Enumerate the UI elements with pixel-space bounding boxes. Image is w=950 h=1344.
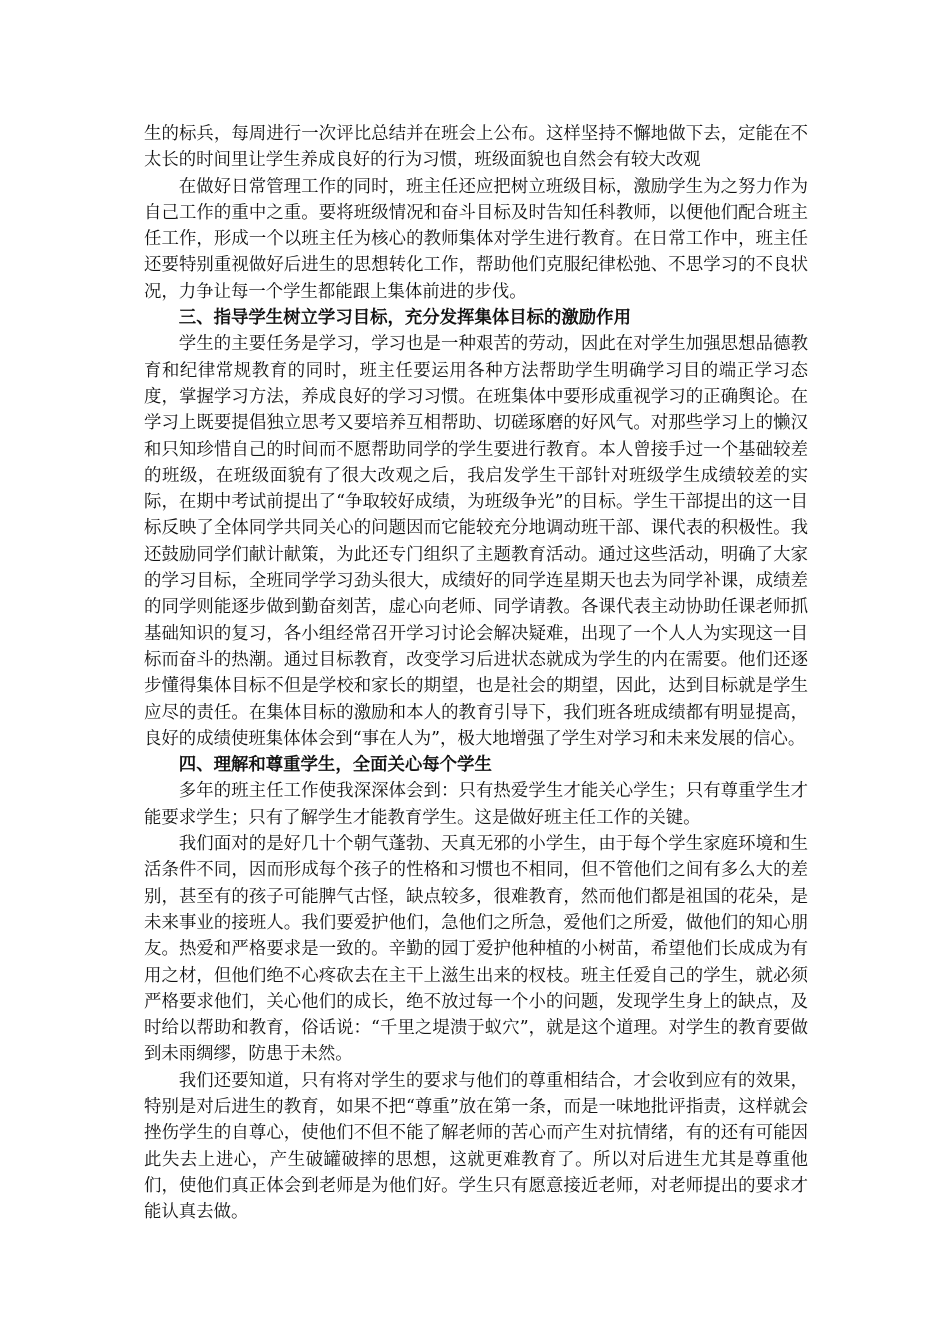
document-page [144,121,808,1225]
paragraph-1: 生的标兵，每周进行一次评比总结并在班会上公布。这样坚持不懈地做下去，定能在不太长的时间里让学生养成良好的行为习惯，班级面貌也自然会有较大改观 [144,124,808,171]
paragraph-6: 我们还要知道，只有将对学生的要求与他们的尊重相结合，才会收到应有的效果，特别是对后进生的教育，如果不把“尊重”放在第一条，而是一味地批评指责，这样就会挫伤学生的自尊心，使他们不但不能了解老师的苦心而产生对抗情绪，有的还有可能因此失去上进心，产生破罐破摔的思想，这就更难教育了。所以对后进生尤其是尊重他们，使他们真正体会到老师是为他们好。学生只有愿意接近老师，对老师提出的要求才能认真去做。 [144,1070,808,1223]
section-heading-4: 四、理解和尊重学生，全面关心每个学生 [178,755,492,776]
paragraph-3: 学生的主要任务是学习，学习也是一种艰苦的劳动，因此在对学生加强思想品德教育和纪律常规教育的同时，班主任要运用各种方法帮助学生明确学习目的端正学习态度，掌握学习方法，养成良好的学习习惯。在班集体中要形成重视学习的正确舆论。在学习上既要提倡独立思考又要培养互相帮助、切磋琢磨的好风气。对那些学习上的懒汉和只知珍惜自己的时间而不愿帮助同学的学生要进行教育。本人曾接手过一个基础较差的班级，在班级面貌有了很大改观之后，我启发学生干部针对班级学生成绩较差的实际，在期中考试前提出了“争取较好成绩，为班级争光”的目标。学生干部提出的这一目标反映了全体同学共同关心的问题因而它能较充分地调动班干部、课代表的积极性。我还鼓励同学们献计献策，为此还专门组织了主题教育活动。通过这些活动，明确了大家的学习目标，全班同学学习劲头很大，成绩好的同学连星期天也去为同学补课，成绩差的同学则能逐步做到勤奋刻苦，虚心向老师、同学请教。各课代表主动协助任课老师抓基础知识的复习，各小组经常召开学习讨论会解决疑难，出现了一个人人为实现这一目标而奋斗的热潮。通过目标教育，改变学习后进状态就成为学生的内在需要。他们还逐步懂得集体目标不但是学校和家长的期望，也是社会的期望，因此，达到目标就是学生应尽的责任。在集体目标的激励和本人的教育引导下，我们班各班成绩都有明显提高，良好的成绩使班集体体会到“事在人为”，极大地增强了学生对学习和未来发展的信心。 [144,334,808,749]
paragraph-4: 多年的班主任工作使我深深体会到：只有热爱学生才能关心学生；只有尊重学生才能要求学生；只有了解学生才能教育学生。这是做好班主任工作的关键。 [144,781,808,828]
paragraph-2: 在做好日常管理工作的同时，班主任还应把树立班级目标，激励学生为之努力作为自己工作的重中之重。要将班级情况和奋斗目标及时告知任科教师，以便他们配合班主任工作，形成一个以班主任为核心的教师集体对学生进行教育。在日常工作中，班主任还要特别重视做好后进生的思想转化工作，帮助他们克服纪律松弛、不思学习的不良状况，力争让每一个学生都能跟上集体前进的步伐。 [144,176,808,302]
paragraph-5: 我们面对的是好几十个朝气蓬勃、天真无邪的小学生，由于每个学生家庭环境和生活条件不同，因而形成每个孩子的性格和习惯也不相同，但不管他们之间有多么大的差别，甚至有的孩子可能脾气古怪，缺点较多，很难教育，然而他们都是祖国的花朵，是未来事业的接班人。我们要爱护他们，急他们之所急，爱他们之所爱，做他们的知心朋友。热爱和严格要求是一致的。辛勤的园丁爱护他种植的小树苗，希望他们长成成为有用之材，但他们绝不心疼砍去在主干上滋生出来的杈枝。班主任爱自己的学生，就必须严格要求他们，关心他们的成长，绝不放过每一个小的问题，发现学生身上的缺点，及时给以帮助和教育，俗话说：“千里之堤溃于蚁穴”，就是这个道理。对学生的教育要做到未雨绸缪，防患于未然。 [144,834,808,1065]
section-heading-3: 三、指导学生树立学习目标，充分发挥集体目标的激励作用 [178,308,631,329]
